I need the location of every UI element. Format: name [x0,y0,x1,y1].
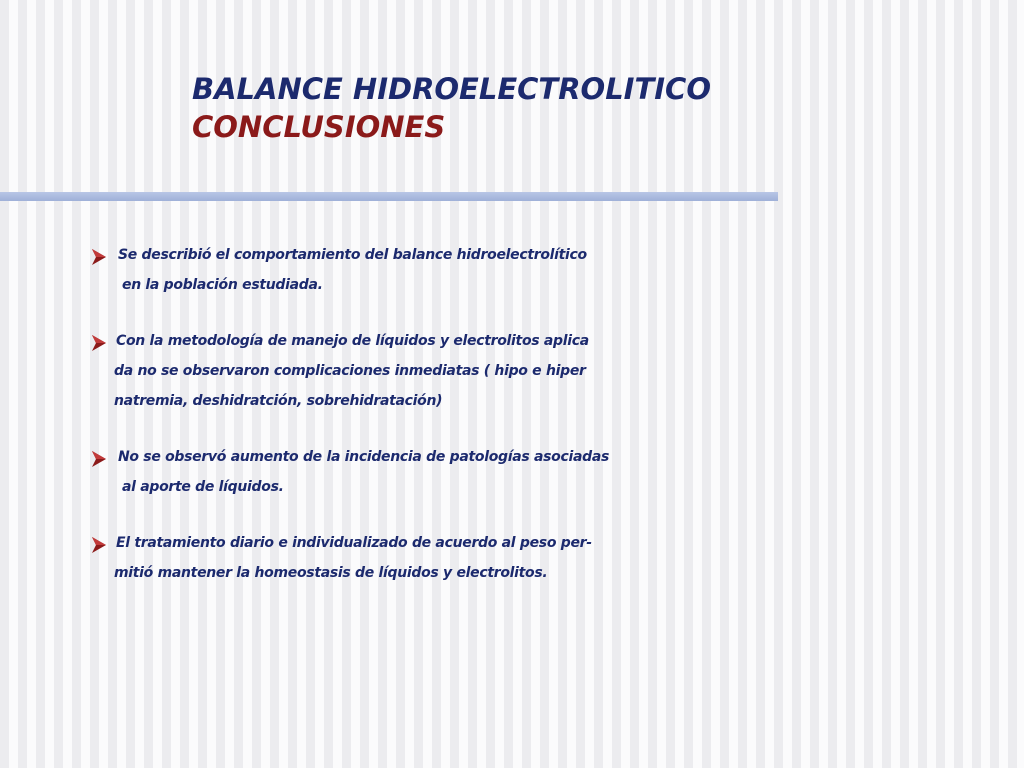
conclusion-item [88,442,1024,502]
conclusion-item [88,326,1024,416]
arrow-bullet-icon [88,534,110,556]
conclusion-item [88,528,1024,588]
conclusion-line: El tratamiento diario e individualizado de acuerdo al peso per- [116,535,592,551]
conclusion-line: natremia, deshidratción, sobrehidratación) [114,393,443,409]
arrow-bullet-icon [88,246,110,268]
conclusions-list [88,240,1024,614]
arrow-bullet-icon [88,448,110,470]
conclusion-line: mitió mantener la homeostasis de líquidos y electrolitos. [114,565,548,581]
arrow-bullet-icon [88,332,110,354]
title-line-main: BALANCE HIDROELECTROLITICO [192,72,711,106]
conclusion-line: al aporte de líquidos. [122,479,284,495]
conclusion-line: Se describió el comportamiento del balance hidroelectrolítico [118,247,587,263]
conclusion-item [88,240,1024,300]
slide-title [192,70,711,146]
conclusion-line: da no se observaron complicaciones inmediatas ( hipo e hiper [114,363,586,379]
conclusion-line: No se observó aumento de la incidencia de patologías asociadas [118,449,610,465]
conclusion-line: Con la metodología de manejo de líquidos y electrolitos aplica [116,333,589,349]
title-line-sub: CONCLUSIONES [192,110,446,144]
conclusion-line: en la población estudiada. [122,277,323,293]
title-divider [0,192,778,201]
